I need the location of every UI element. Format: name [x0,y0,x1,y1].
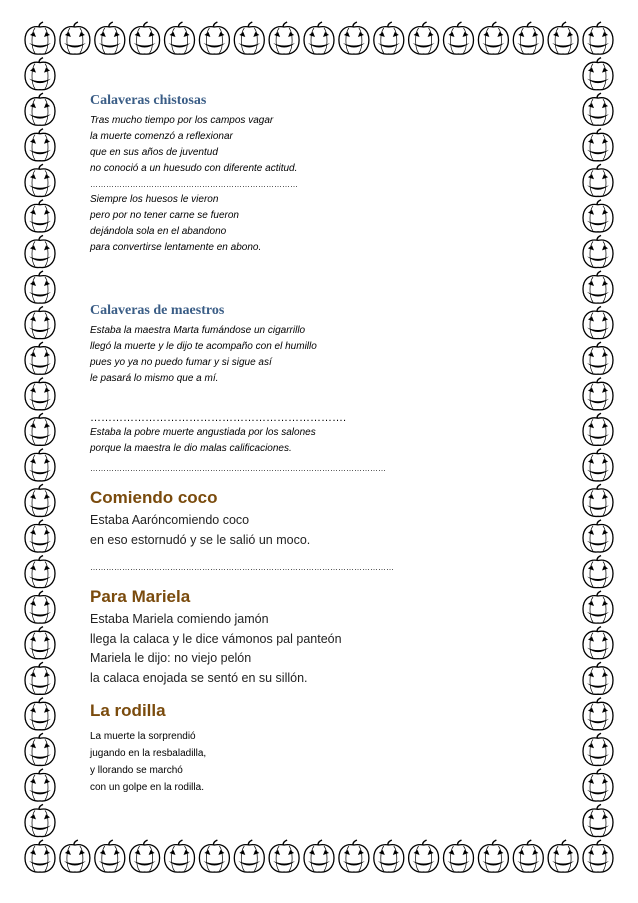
jack-o-lantern-icon [130,840,160,872]
jack-o-lantern-icon [444,22,474,54]
verse-line: llegó la muerte y le dijo te acompaño con el humillo [90,341,317,352]
jack-o-lantern-icon [583,662,613,694]
jack-o-lantern-icon [25,662,55,694]
jack-o-lantern-icon [25,520,55,552]
jack-o-lantern-icon [269,840,299,872]
jack-o-lantern-icon [583,235,613,267]
jack-o-lantern-icon [583,840,613,872]
jack-o-lantern-icon [165,22,195,54]
section-comiendo-coco [90,487,540,574]
verse-line: La muerte la sorprendió [90,731,196,742]
jack-o-lantern-icon [583,129,613,161]
jack-o-lantern-icon [583,804,613,836]
jack-o-lantern-icon [583,449,613,481]
document-body [90,92,540,796]
verse-line: para convertirse lentamente en abono. [90,242,262,253]
verse-line: Mariela le dijo: no viejo pelón [90,651,252,665]
jack-o-lantern-icon [583,200,613,232]
jack-o-lantern-icon [25,733,55,765]
jack-o-lantern-icon [25,769,55,801]
jack-o-lantern-icon [583,93,613,125]
verse-line: Estaba Mariela comiendo jamón [90,612,269,626]
jack-o-lantern-icon [583,307,613,339]
verse-line: no conoció a un huesudo con diferente actitud. [90,163,298,174]
section-title: La rodilla [90,701,166,720]
jack-o-lantern-icon [199,840,229,872]
jack-o-lantern-icon [583,769,613,801]
jack-o-lantern-icon [409,840,439,872]
jack-o-lantern-icon [513,22,543,54]
verse-line: pero por no tener carne se fueron [90,210,239,221]
jack-o-lantern-icon [269,22,299,54]
jack-o-lantern-icon [25,93,55,125]
section-la-rodilla [90,700,540,796]
jack-o-lantern-icon [25,200,55,232]
jack-o-lantern-icon [583,484,613,516]
jack-o-lantern-icon [409,22,439,54]
jack-o-lantern-icon [25,235,55,267]
jack-o-lantern-icon [583,733,613,765]
jack-o-lantern-icon [25,698,55,730]
jack-o-lantern-icon [25,129,55,161]
jack-o-lantern-icon [478,22,508,54]
verse-line: en eso estornudó y se le salió un moco. [90,532,311,547]
jack-o-lantern-icon [583,591,613,623]
dotted-separator: …………………………………………………………………… [90,180,298,189]
jack-o-lantern-icon [583,413,613,445]
section-calaveras-de-maestros [90,302,540,475]
jack-o-lantern-icon [25,804,55,836]
jack-o-lantern-icon [25,449,55,481]
jack-o-lantern-icon [583,342,613,374]
jack-o-lantern-icon [25,591,55,623]
jack-o-lantern-icon [25,307,55,339]
jack-o-lantern-icon [234,22,264,54]
verse-line: la muerte comenzó a reflexionar [90,131,233,142]
jack-o-lantern-icon [583,520,613,552]
dotted-separator: ………………………………………………………………………………………………… [90,464,386,473]
verse-line: la calaca enojada se sentó en su sillón. [90,670,308,685]
section-title: Comiendo coco [90,488,218,507]
jack-o-lantern-icon [25,164,55,196]
verse-line: Siempre los huesos le vieron [90,194,219,205]
jack-o-lantern-icon [304,840,334,872]
jack-o-lantern-icon [374,22,404,54]
verse-line: le pasará lo mismo que a mí. [90,373,219,384]
dotted-separator: …………………………………………………………………………………………………… [90,563,394,572]
jack-o-lantern-icon [583,271,613,303]
jack-o-lantern-icon [583,556,613,588]
verse-line: Estaba la pobre muerte angustiada por los salones [90,427,316,438]
jack-o-lantern-icon [583,698,613,730]
jack-o-lantern-icon [60,22,90,54]
jack-o-lantern-icon [165,840,195,872]
jack-o-lantern-icon [548,22,578,54]
jack-o-lantern-icon [25,627,55,659]
jack-o-lantern-icon [130,22,160,54]
jack-o-lantern-icon [583,22,613,54]
verse-line: con un golpe en la rodilla. [90,782,204,793]
jack-o-lantern-icon [583,58,613,90]
verse-line: que en sus años de juventud [90,147,218,158]
jack-o-lantern-icon [199,22,229,54]
verse-line: jugando en la resbaladilla, [90,748,207,759]
verse-line: porque la maestra le dio malas calificaciones. [90,443,292,454]
jack-o-lantern-icon [60,840,90,872]
jack-o-lantern-icon [25,484,55,516]
jack-o-lantern-icon [513,840,543,872]
verse-line: Estaba la maestra Marta fumándose un cigarrillo [90,325,306,336]
jack-o-lantern-icon [304,22,334,54]
jack-o-lantern-icon [583,164,613,196]
jack-o-lantern-icon [374,840,404,872]
jack-o-lantern-icon [583,378,613,410]
jack-o-lantern-icon [583,627,613,659]
jack-o-lantern-icon [25,413,55,445]
jack-o-lantern-icon [444,840,474,872]
section-title: Para Mariela [90,587,191,606]
jack-o-lantern-icon [478,840,508,872]
section-calaveras-chistosas [90,92,540,256]
jack-o-lantern-icon [234,840,264,872]
jack-o-lantern-icon [548,840,578,872]
jack-o-lantern-icon [339,22,369,54]
jack-o-lantern-icon [339,840,369,872]
jack-o-lantern-icon [95,22,125,54]
section-title: Calaveras chistosas [90,93,207,108]
dotted-separator: ……………………………………………………………. [90,412,347,424]
jack-o-lantern-icon [25,271,55,303]
verse-line: Tras mucho tiempo por los campos vagar [90,115,274,126]
section-title: Calaveras de maestros [90,303,225,318]
jack-o-lantern-icon [25,342,55,374]
verse-line: llega la calaca y le dice vámonos pal panteón [90,631,342,646]
verse-line: y llorando se marchó [90,765,183,776]
jack-o-lantern-icon [95,840,125,872]
jack-o-lantern-icon [25,58,55,90]
jack-o-lantern-icon [25,22,55,54]
verse-line: pues yo ya no puedo fumar y si sigue así [90,357,272,368]
verse-line: Estaba Aaróncomiendo coco [90,513,250,527]
jack-o-lantern-icon [25,378,55,410]
jack-o-lantern-icon [25,840,55,872]
section-para-mariela [90,586,540,688]
verse-line: dejándola sola en el abandono [90,226,227,237]
jack-o-lantern-icon [25,556,55,588]
